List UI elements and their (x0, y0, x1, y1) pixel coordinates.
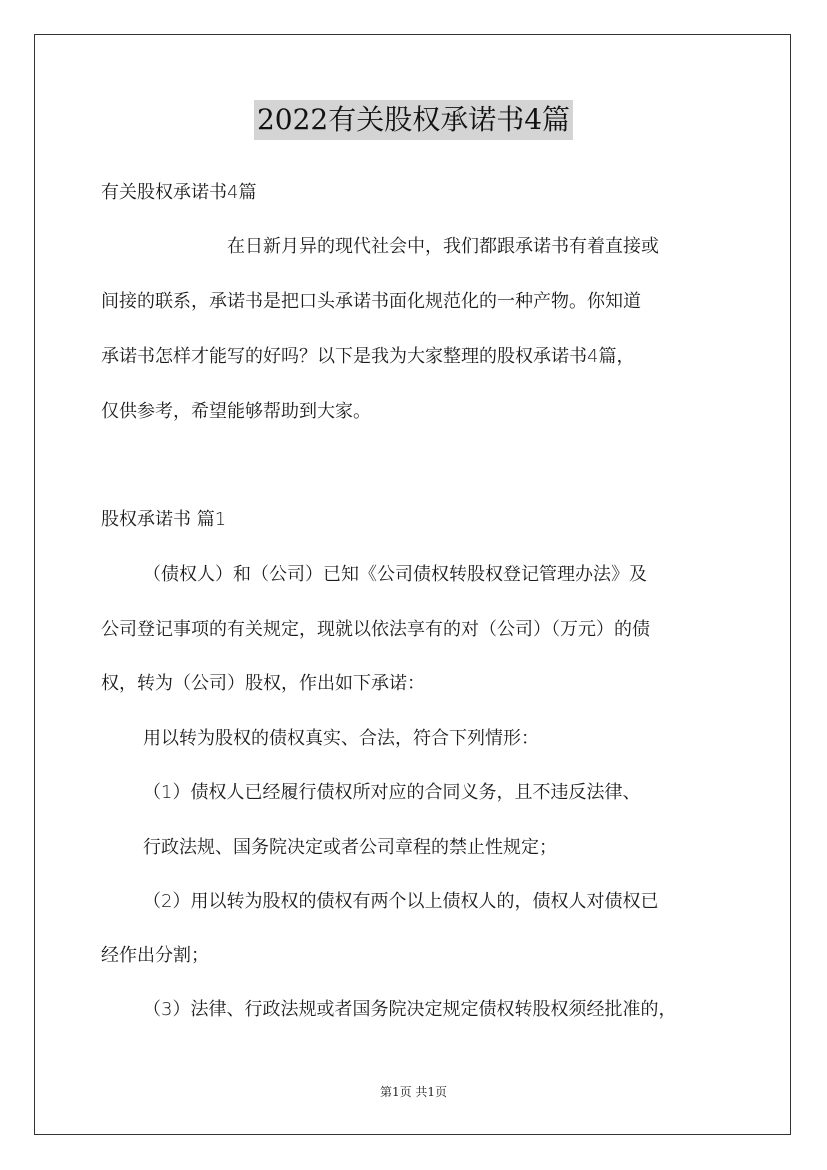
document-subtitle: 有关股权承诺书4篇 (101, 182, 257, 203)
page-footer (0, 1084, 827, 1100)
page-number-label: 第1页 共1页 (379, 1085, 448, 1099)
body-line-6: 行政法规、国务院决定或者公司章程的禁止性规定； (143, 837, 557, 858)
document-title: 2022有关股权承诺书4篇 (254, 100, 573, 140)
intro-line-3: 承诺书怎样才能写的好吗？以下是我为大家整理的股权承诺书4篇， (101, 346, 635, 367)
body-line-5: （1）债权人已经履行债权所对应的合同义务，且不违反法律、 (143, 782, 641, 803)
title-container (0, 100, 827, 140)
body-line-4: 用以转为股权的债权真实、合法，符合下列情形： (143, 728, 539, 749)
body-line-8: 经作出分割； (101, 945, 209, 966)
body-line-9: （3）法律、行政法规或者国务院决定规定债权转股权须经批准的， (143, 999, 677, 1020)
intro-line-4: 仅供参考，希望能够帮助到大家。 (101, 401, 371, 422)
body-line-1: （债权人）和（公司）已知《公司债权转股权登记管理办法》及 (143, 564, 647, 585)
intro-line-1: 在日新月异的现代社会中，我们都跟承诺书有着直接或 (227, 236, 659, 257)
intro-line-2: 间接的联系，承诺书是把口头承诺书面化规范化的一种产物。你知道 (101, 291, 641, 312)
section-heading: 股权承诺书 篇1 (101, 509, 227, 530)
body-line-7: （2）用以转为股权的债权有两个以上债权人的，债权人对债权已 (143, 891, 659, 912)
body-line-3: 权，转为（公司）股权，作出如下承诺： (101, 673, 425, 694)
body-line-2: 公司登记事项的有关规定，现就以依法享有的对（公司）（万元）的债 (101, 619, 650, 640)
